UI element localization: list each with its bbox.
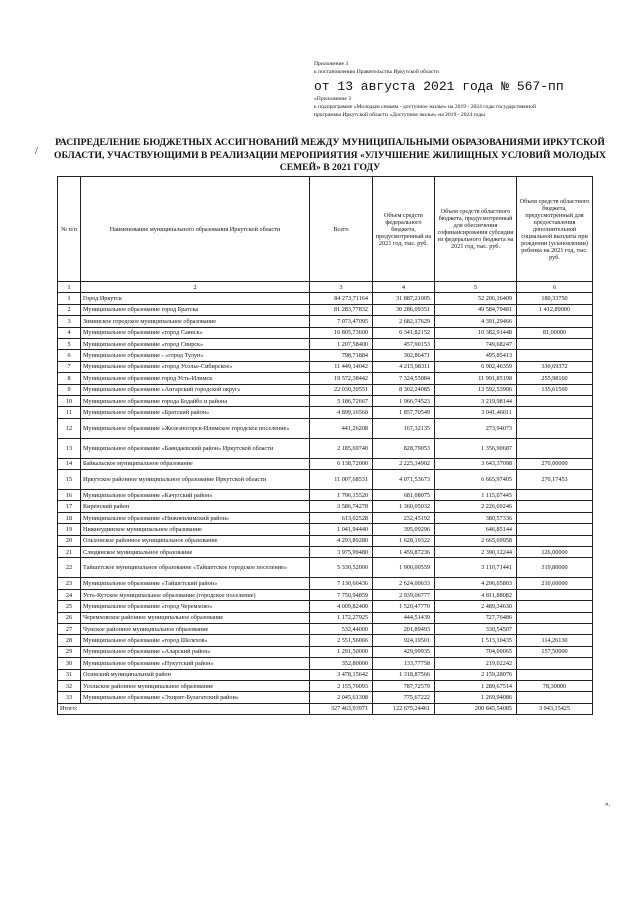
appendix-label: Приложение 3 <box>314 61 349 67</box>
table-row <box>58 384 593 395</box>
municipality-name: Чунское районное муниципальное образование <box>81 623 310 634</box>
regional-amount: 6 902,46359 <box>435 361 517 372</box>
row-number: 7 <box>58 361 81 372</box>
subprogram-appendix-label: «Приложение 3 <box>314 96 352 102</box>
extra-payment-amount: 81,00000 <box>517 327 593 338</box>
municipality-name: Ольхонское районное муниципальное образование <box>81 535 310 546</box>
regional-amount: 495,85413 <box>435 350 517 361</box>
table-row <box>58 589 593 600</box>
federal-amount: 444,51439 <box>373 612 435 623</box>
municipality-name: Муниципальное образование «Эхирит-Булагатский район» <box>81 692 310 703</box>
municipality-name: Муниципальное образование «Нукутский район» <box>81 658 310 669</box>
total-amount: 4 293,89280 <box>310 535 373 546</box>
extra-payment-amount <box>517 316 593 327</box>
row-number: 9 <box>58 384 81 395</box>
total-amount: 1 041,94440 <box>310 524 373 535</box>
municipality-name: Муниципальное образование «Качугский район» <box>81 490 310 501</box>
municipality-name: Муниципальное образование города Бодайбо и района <box>81 395 310 406</box>
extra-payment-amount: 330,69372 <box>517 361 593 372</box>
municipality-name: Муниципальное образование город Братска <box>81 304 310 315</box>
row-number: 8 <box>58 373 81 384</box>
total-amount: 7 750,94859 <box>310 589 373 600</box>
row-number: 27 <box>58 623 81 634</box>
municipality-name: Муниципальное образование «Баяндаевский район» Иркутской области <box>81 438 310 458</box>
column-number: 2 <box>81 282 310 293</box>
federal-amount: 681,08075 <box>373 490 435 501</box>
regional-amount: 3 041,46011 <box>435 407 517 418</box>
extra-payment-amount <box>517 601 593 612</box>
extra-payment-amount <box>517 338 593 349</box>
regional-amount: 13 592,53906 <box>435 384 517 395</box>
total-amount: 3 478,15642 <box>310 669 373 680</box>
totals-total: 327 463,93971 <box>310 703 373 714</box>
total-amount: 22 030,39551 <box>310 384 373 395</box>
resolution-date: от 13 августа 2021 года № 567-пп <box>314 79 564 94</box>
extra-payment-amount <box>517 589 593 600</box>
row-number: 18 <box>58 512 81 523</box>
federal-amount: 1 459,87236 <box>373 547 435 558</box>
municipality-name: Осинский муниципальный район <box>81 669 310 680</box>
table-row <box>58 316 593 327</box>
municipality-name: Иркутское районное муниципальное образование Иркутской области <box>81 470 310 490</box>
regional-amount: 4 811,88082 <box>435 589 517 600</box>
extra-payment-amount <box>517 407 593 418</box>
federal-amount: 201,89493 <box>373 623 435 634</box>
municipality-name: Муниципальное образование город Усть-Илимск <box>81 373 310 384</box>
header-name: Наименование муниципального образования Иркутской области <box>81 177 310 282</box>
federal-amount: 775,67222 <box>373 692 435 703</box>
table-row <box>58 692 593 703</box>
extra-payment-amount: 255,98160 <box>517 373 593 384</box>
extra-payment-amount <box>517 395 593 406</box>
municipality-name: Киренский район <box>81 501 310 512</box>
total-amount: 4 009,82400 <box>310 601 373 612</box>
total-amount: 1 172,27925 <box>310 612 373 623</box>
budget-allocation-table <box>57 176 593 715</box>
total-amount: 2 551,56066 <box>310 635 373 646</box>
subprogram-reference: к подпрограмме «Молодым семьям - доступное жилье» на 2019 - 2024 годы государственной <box>314 104 536 110</box>
municipality-name: Муниципальное образование «Нижнеилимский район» <box>81 512 310 523</box>
total-amount: 4 899,16560 <box>310 407 373 418</box>
header-num: № п/п <box>58 177 81 282</box>
column-number: 6 <box>517 282 593 293</box>
column-number: 1 <box>58 282 81 293</box>
table-row <box>58 438 593 458</box>
total-amount: 1 291,50000 <box>310 646 373 657</box>
row-number: 22 <box>58 558 81 578</box>
total-amount: 441,26208 <box>310 418 373 438</box>
row-number: 21 <box>58 547 81 558</box>
total-amount: 1 796,15520 <box>310 490 373 501</box>
table-row <box>58 304 593 315</box>
regional-amount: 273,94073 <box>435 418 517 438</box>
total-amount: 5 330,52000 <box>310 558 373 578</box>
federal-amount: 1 966,74523 <box>373 395 435 406</box>
row-number: 25 <box>58 601 81 612</box>
extra-payment-amount <box>517 535 593 546</box>
row-number: 3 <box>58 316 81 327</box>
row-number: 1 <box>58 293 81 304</box>
header-federal: Объем средств федерального бюджета, предусмотренный на 2021 год, тыс. руб. <box>373 177 435 282</box>
total-amount: 7 073,47095 <box>310 316 373 327</box>
federal-amount: 302,86471 <box>373 350 435 361</box>
column-number: 4 <box>373 282 435 293</box>
table-row <box>58 612 593 623</box>
municipality-name: Муниципальное образование «Аларский район» <box>81 646 310 657</box>
total-amount: 3 586,74278 <box>310 501 373 512</box>
municipality-name: Слюдянское муниципальное образование <box>81 547 310 558</box>
row-number: 20 <box>58 535 81 546</box>
row-number: 15 <box>58 470 81 490</box>
column-number-row <box>58 282 593 293</box>
table-row <box>58 293 593 304</box>
extra-payment-amount <box>517 490 593 501</box>
table-row <box>58 601 593 612</box>
table-row <box>58 547 593 558</box>
extra-payment-amount: 78,30000 <box>517 680 593 691</box>
total-amount: 11 449,14042 <box>310 361 373 372</box>
extra-payment-amount <box>517 512 593 523</box>
federal-amount: 2 225,34902 <box>373 458 435 469</box>
regional-amount: 2 665,69958 <box>435 535 517 546</box>
regional-amount: 3 219,98144 <box>435 395 517 406</box>
table-row <box>58 373 593 384</box>
federal-amount: 1 857,70549 <box>373 407 435 418</box>
federal-amount: 1 520,47770 <box>373 601 435 612</box>
municipality-name: Муниципальное образование «Железногорск-Илимское городское поселение» <box>81 418 310 438</box>
row-number: 26 <box>58 612 81 623</box>
totals-federal: 122 675,24461 <box>373 703 435 714</box>
row-number: 2 <box>58 304 81 315</box>
total-amount: 352,80000 <box>310 658 373 669</box>
municipality-name: Тайшетское муниципальное образование «Тайшетское городское поселение» <box>81 558 310 578</box>
extra-payment-amount <box>517 350 593 361</box>
federal-amount: 1 900,00559 <box>373 558 435 578</box>
federal-amount: 1 318,87566 <box>373 669 435 680</box>
regional-amount: 3 110,71441 <box>435 558 517 578</box>
municipality-name: Муниципальное образование - «город Тулун» <box>81 350 310 361</box>
table-row <box>58 680 593 691</box>
total-amount: 16 805,73600 <box>310 327 373 338</box>
resolution-reference: к постановлению Правительства Иркутской области <box>314 69 439 75</box>
regional-amount: 6 665,97405 <box>435 470 517 490</box>
row-number: 5 <box>58 338 81 349</box>
program-reference: программы Иркутской области «Доступное жилье» на 2019 - 2024 годы <box>314 112 485 118</box>
table-body <box>58 293 593 703</box>
total-amount: 7 130,66436 <box>310 578 373 589</box>
row-number: 14 <box>58 458 81 469</box>
row-number: 16 <box>58 490 81 501</box>
row-number: 29 <box>58 646 81 657</box>
extra-payment-amount <box>517 418 593 438</box>
margin-mark: / <box>35 146 38 157</box>
municipality-name: Усольское районное муниципальное образование <box>81 680 310 691</box>
extra-payment-amount <box>517 623 593 634</box>
table-row <box>58 407 593 418</box>
regional-amount: 52 206,16409 <box>435 293 517 304</box>
table-row <box>58 327 593 338</box>
regional-amount: 380,57336 <box>435 512 517 523</box>
extra-payment-amount: 210,60000 <box>517 578 593 589</box>
total-amount: 532,44000 <box>310 623 373 634</box>
regional-amount: 4 391,29466 <box>435 316 517 327</box>
federal-amount: 30 286,09351 <box>373 304 435 315</box>
municipality-name: Байкальское муниципальное образование <box>81 458 310 469</box>
total-amount: 798,71884 <box>310 350 373 361</box>
row-number: 30 <box>58 658 81 669</box>
federal-amount: 167,32135 <box>373 418 435 438</box>
row-number: 4 <box>58 327 81 338</box>
municipality-name: Муниципальное образование «город Саянск» <box>81 327 310 338</box>
table-row <box>58 669 593 680</box>
header-regional: Объем средств областного бюджета, предусмотренный для обеспечения софинансирования субсидии из федерального бюджета на 2021 год, тыс. руб. <box>435 177 517 282</box>
regional-amount: 1 269,94086 <box>435 692 517 703</box>
table-row <box>58 578 593 589</box>
regional-amount: 11 991,85198 <box>435 373 517 384</box>
regional-amount: 330,54507 <box>435 623 517 634</box>
federal-amount: 8 302,24085 <box>373 384 435 395</box>
regional-amount: 219,02242 <box>435 658 517 669</box>
totals-row <box>58 703 593 714</box>
regional-amount: 749,68247 <box>435 338 517 349</box>
table-row <box>58 635 593 646</box>
table-row <box>58 338 593 349</box>
table-row <box>58 350 593 361</box>
municipality-name: Черемховское районное муниципальное образование <box>81 612 310 623</box>
table-row <box>58 535 593 546</box>
table-row <box>58 418 593 438</box>
table-row <box>58 558 593 578</box>
table-row <box>58 395 593 406</box>
extra-payment-amount <box>517 501 593 512</box>
row-number: 33 <box>58 692 81 703</box>
municipality-name: Усть-Кутское муниципальное образование (городское поселение) <box>81 589 310 600</box>
totals-extra: 3 943,15425 <box>517 703 593 714</box>
municipality-name: Зиминское городское муниципальное образование <box>81 316 310 327</box>
extra-payment-amount: 126,00000 <box>517 547 593 558</box>
federal-amount: 429,99935 <box>373 646 435 657</box>
municipality-name: Город Иркутск <box>81 293 310 304</box>
table-row <box>58 512 593 523</box>
extra-payment-amount: 270,17453 <box>517 470 593 490</box>
extra-payment-amount: 114,26130 <box>517 635 593 646</box>
regional-amount: 2 489,34630 <box>435 601 517 612</box>
federal-amount: 1 628,19322 <box>373 535 435 546</box>
extra-payment-amount: 157,50000 <box>517 646 593 657</box>
extra-payment-amount: 319,80000 <box>517 558 593 578</box>
row-number: 11 <box>58 407 81 418</box>
regional-amount: 1 115,07445 <box>435 490 517 501</box>
regional-amount: 727,76486 <box>435 612 517 623</box>
total-amount: 84 273,71164 <box>310 293 373 304</box>
table-row <box>58 458 593 469</box>
row-number: 13 <box>58 438 81 458</box>
municipality-name: Муниципальное образование «город Черемхово» <box>81 601 310 612</box>
extra-payment-amount: 1 412,89000 <box>517 304 593 315</box>
table-row <box>58 658 593 669</box>
total-amount: 11 007,68531 <box>310 470 373 490</box>
federal-amount: 2 682,17629 <box>373 316 435 327</box>
federal-amount: 232,45192 <box>373 512 435 523</box>
municipality-name: Муниципальное образование «Братский район» <box>81 407 310 418</box>
regional-amount: 1 513,10435 <box>435 635 517 646</box>
table-row <box>58 501 593 512</box>
extra-payment-amount: 270,00000 <box>517 458 593 469</box>
table-row <box>58 646 593 657</box>
row-number: 32 <box>58 680 81 691</box>
closing-quote-mark: ». <box>605 800 611 808</box>
extra-payment-amount <box>517 612 593 623</box>
total-amount: 2 045,61308 <box>310 692 373 703</box>
table-row <box>58 470 593 490</box>
document-title: РАСПРЕДЕЛЕНИЕ БЮДЖЕТНЫХ АССИГНОВАНИЙ МЕЖДУ МУНИЦИПАЛЬНЫМИ ОБРАЗОВАНИЯМИ ИРКУТСКОЙ ОБЛАСТИ, УЧАСТВУЮЩИМИ В РЕАЛИЗАЦИИ МЕРОПРИЯТИЯ «УЛУЧШЕНИЕ ЖИЛИЩНЫХ УСЛОВИЙ МОЛОДЫХ СЕМЕЙ» В 2021 ГОДУ <box>54 137 606 173</box>
regional-amount: 10 382,91448 <box>435 327 517 338</box>
regional-amount: 1 356,90687 <box>435 438 517 458</box>
total-amount: 5 186,72667 <box>310 395 373 406</box>
federal-amount: 924,19501 <box>373 635 435 646</box>
regional-amount: 49 584,79481 <box>435 304 517 315</box>
row-number: 6 <box>58 350 81 361</box>
municipality-name: Муниципальное образование «город Усолье-Сибирское» <box>81 361 310 372</box>
row-number: 19 <box>58 524 81 535</box>
column-number: 5 <box>435 282 517 293</box>
federal-amount: 4 215,98311 <box>373 361 435 372</box>
table-row <box>58 623 593 634</box>
extra-payment-amount <box>517 658 593 669</box>
regional-amount: 2 226,69246 <box>435 501 517 512</box>
row-number: 12 <box>58 418 81 438</box>
total-amount: 613,02528 <box>310 512 373 523</box>
extra-payment-amount: 180,33750 <box>517 293 593 304</box>
federal-amount: 2 624,00633 <box>373 578 435 589</box>
municipality-name: Муниципальное образование «Ангарский городской округ» <box>81 384 310 395</box>
totals-label: Итого: <box>58 703 310 714</box>
federal-amount: 2 939,06777 <box>373 589 435 600</box>
extra-payment-amount <box>517 438 593 458</box>
header-extra: Объем средств областного бюджета, предусмотренный для предоставления дополнительной социальной выплаты при рождении (усыновлении) ребенка на 2021 год, тыс. руб. <box>517 177 593 282</box>
total-amount: 19 572,38442 <box>310 373 373 384</box>
regional-amount: 646,85144 <box>435 524 517 535</box>
federal-amount: 7 324,55084 <box>373 373 435 384</box>
federal-amount: 457,90153 <box>373 338 435 349</box>
federal-amount: 133,77758 <box>373 658 435 669</box>
regional-amount: 1 289,67514 <box>435 680 517 691</box>
federal-amount: 828,79053 <box>373 438 435 458</box>
row-number: 23 <box>58 578 81 589</box>
municipality-name: Муниципальное образование «город Шелехов» <box>81 635 310 646</box>
total-amount: 6 138,72000 <box>310 458 373 469</box>
regional-amount: 4 296,05803 <box>435 578 517 589</box>
regional-amount: 2 159,28076 <box>435 669 517 680</box>
row-number: 17 <box>58 501 81 512</box>
federal-amount: 6 341,82152 <box>373 327 435 338</box>
regional-amount: 704,00065 <box>435 646 517 657</box>
total-amount: 81 283,77832 <box>310 304 373 315</box>
federal-amount: 787,72579 <box>373 680 435 691</box>
row-number: 31 <box>58 669 81 680</box>
total-amount: 3 975,99480 <box>310 547 373 558</box>
federal-amount: 1 360,05032 <box>373 501 435 512</box>
header-total: Всего <box>310 177 373 282</box>
table-row <box>58 524 593 535</box>
table-header-row <box>58 177 593 282</box>
municipality-name: Муниципальное образование «Тайшетский район» <box>81 578 310 589</box>
row-number: 28 <box>58 635 81 646</box>
column-number: 3 <box>310 282 373 293</box>
totals-regional: 200 845,54085 <box>435 703 517 714</box>
total-amount: 2 185,69740 <box>310 438 373 458</box>
federal-amount: 4 071,53673 <box>373 470 435 490</box>
extra-payment-amount <box>517 524 593 535</box>
municipality-name: Муниципальное образование «город Свирск» <box>81 338 310 349</box>
row-number: 10 <box>58 395 81 406</box>
table-row <box>58 490 593 501</box>
total-amount: 1 207,58400 <box>310 338 373 349</box>
table-row <box>58 361 593 372</box>
regional-amount: 2 390,12244 <box>435 547 517 558</box>
regional-amount: 3 643,37098 <box>435 458 517 469</box>
federal-amount: 31 887,21005 <box>373 293 435 304</box>
extra-payment-amount <box>517 692 593 703</box>
extra-payment-amount: 135,61560 <box>517 384 593 395</box>
federal-amount: 395,09296 <box>373 524 435 535</box>
row-number: 24 <box>58 589 81 600</box>
extra-payment-amount <box>517 669 593 680</box>
total-amount: 2 155,70093 <box>310 680 373 691</box>
municipality-name: Нижнеудинское муниципальное образование <box>81 524 310 535</box>
